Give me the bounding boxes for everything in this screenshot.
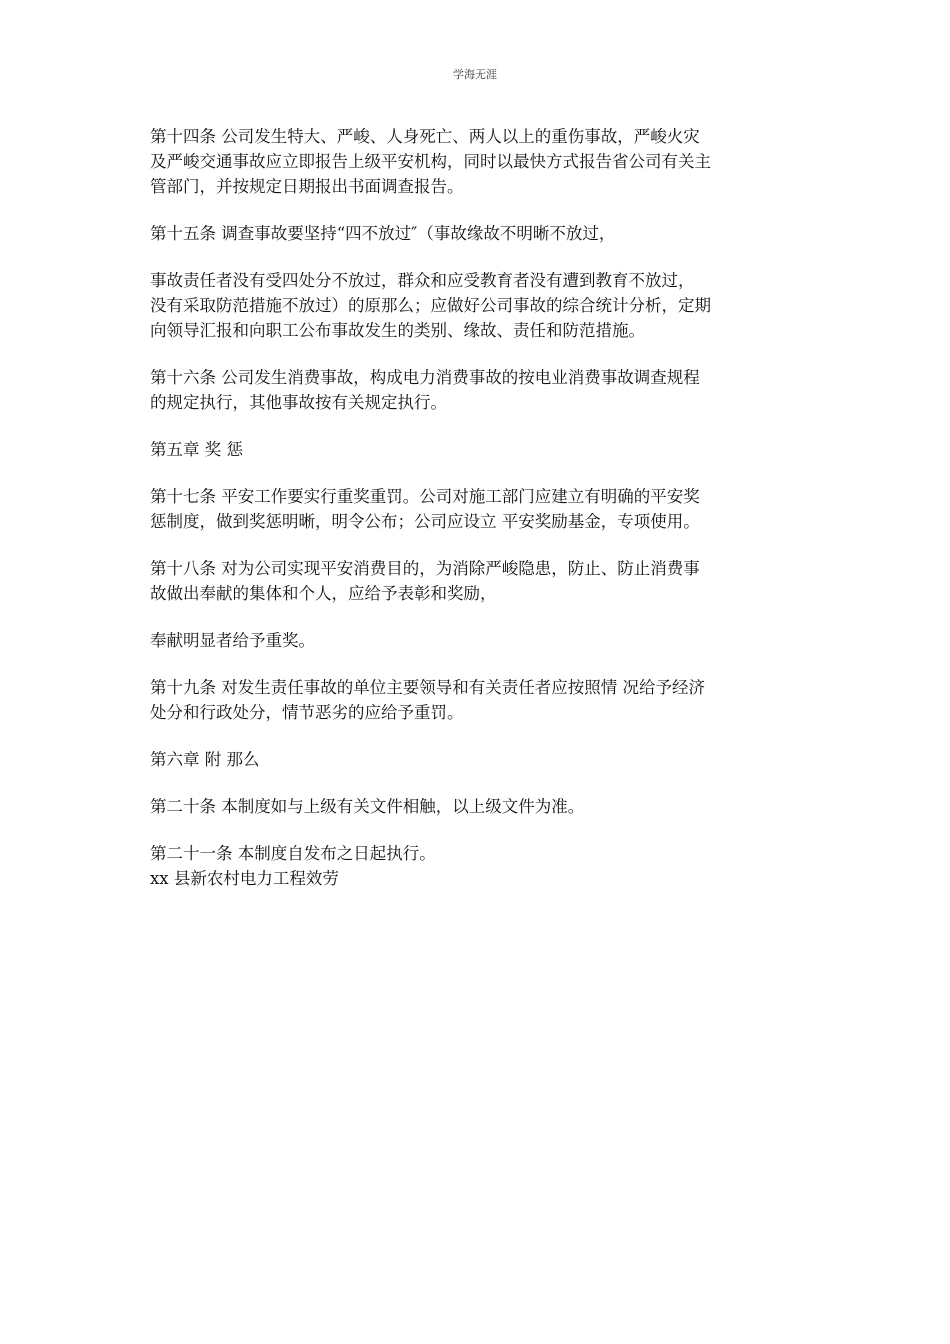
text-line: 的规定执行，其他事故按有关规定执行。 [150, 393, 447, 412]
article-18 [150, 556, 800, 606]
article-18-continuation [150, 628, 800, 653]
article-14 [150, 124, 800, 199]
text-line: 第十八条 对为公司实现平安消费目的，为消除严峻隐患，防止、防止消费事 [150, 559, 700, 578]
text-line: 事故责任者没有受四处分不放过，群众和应受教育者没有遭到教育不放过， [150, 271, 695, 290]
chapter-5-heading [150, 437, 800, 462]
document-body [150, 124, 800, 913]
issuer-name: xx 县新农村电力工程效劳 [150, 869, 339, 888]
text-line: 第十五条 调查事故要坚持“四不放过″（事故缘故不明晰不放过， [150, 224, 616, 243]
chapter-title: 第六章 附 那么 [150, 750, 260, 769]
text-line: 向领导汇报和向职工公布事故发生的类别、缘故、责任和防范措施。 [150, 321, 645, 340]
text-line: 及严峻交通事故应立即报告上级平安机构，同时以最快方式报告省公司有关主 [150, 152, 711, 171]
article-15-continuation [150, 268, 800, 343]
issuer-signature [150, 866, 800, 891]
text-line: 没有采取防范措施不放过）的原那么；应做好公司事故的综合统计分析，定期 [150, 296, 711, 315]
chapter-title: 第五章 奖 惩 [150, 440, 243, 459]
text-line: 第十四条 公司发生特大、严峻、人身死亡、两人以上的重伤事故，严峻火灾 [150, 127, 700, 146]
text-line: 管部门，并按规定日期报出书面调查报告。 [150, 177, 464, 196]
text-line: 第二十一条 本制度自发布之日起执行。 [150, 844, 436, 863]
article-15 [150, 221, 800, 246]
text-line: 故做出奉献的集体和个人，应给予表彰和奖励， [150, 584, 497, 603]
article-16 [150, 365, 800, 415]
text-line: 惩制度，做到奖惩明晰，明令公布；公司应设立 平安奖励基金，专项使用。 [150, 512, 700, 531]
text-line: 第二十条 本制度如与上级有关文件相触，以上级文件为准。 [150, 797, 585, 816]
text-line: 第十七条 平安工作要实行重奖重罚。公司对施工部门应建立有明确的平安奖 [150, 487, 700, 506]
article-20 [150, 794, 800, 819]
chapter-6-heading [150, 747, 800, 772]
article-19 [150, 675, 800, 725]
text-line: 奉献明显者给予重奖。 [150, 631, 315, 650]
page-header: 学海无涯 [453, 68, 497, 81]
article-17 [150, 484, 800, 534]
text-line: 第十九条 对发生责任事故的单位主要领导和有关责任者应按照情 况给予经济 [150, 678, 705, 697]
text-line: 处分和行政处分，情节恶劣的应给予重罚。 [150, 703, 464, 722]
text-line: 第十六条 公司发生消费事故，构成电力消费事故的按电业消费事故调查规程 [150, 368, 700, 387]
article-21 [150, 841, 800, 866]
